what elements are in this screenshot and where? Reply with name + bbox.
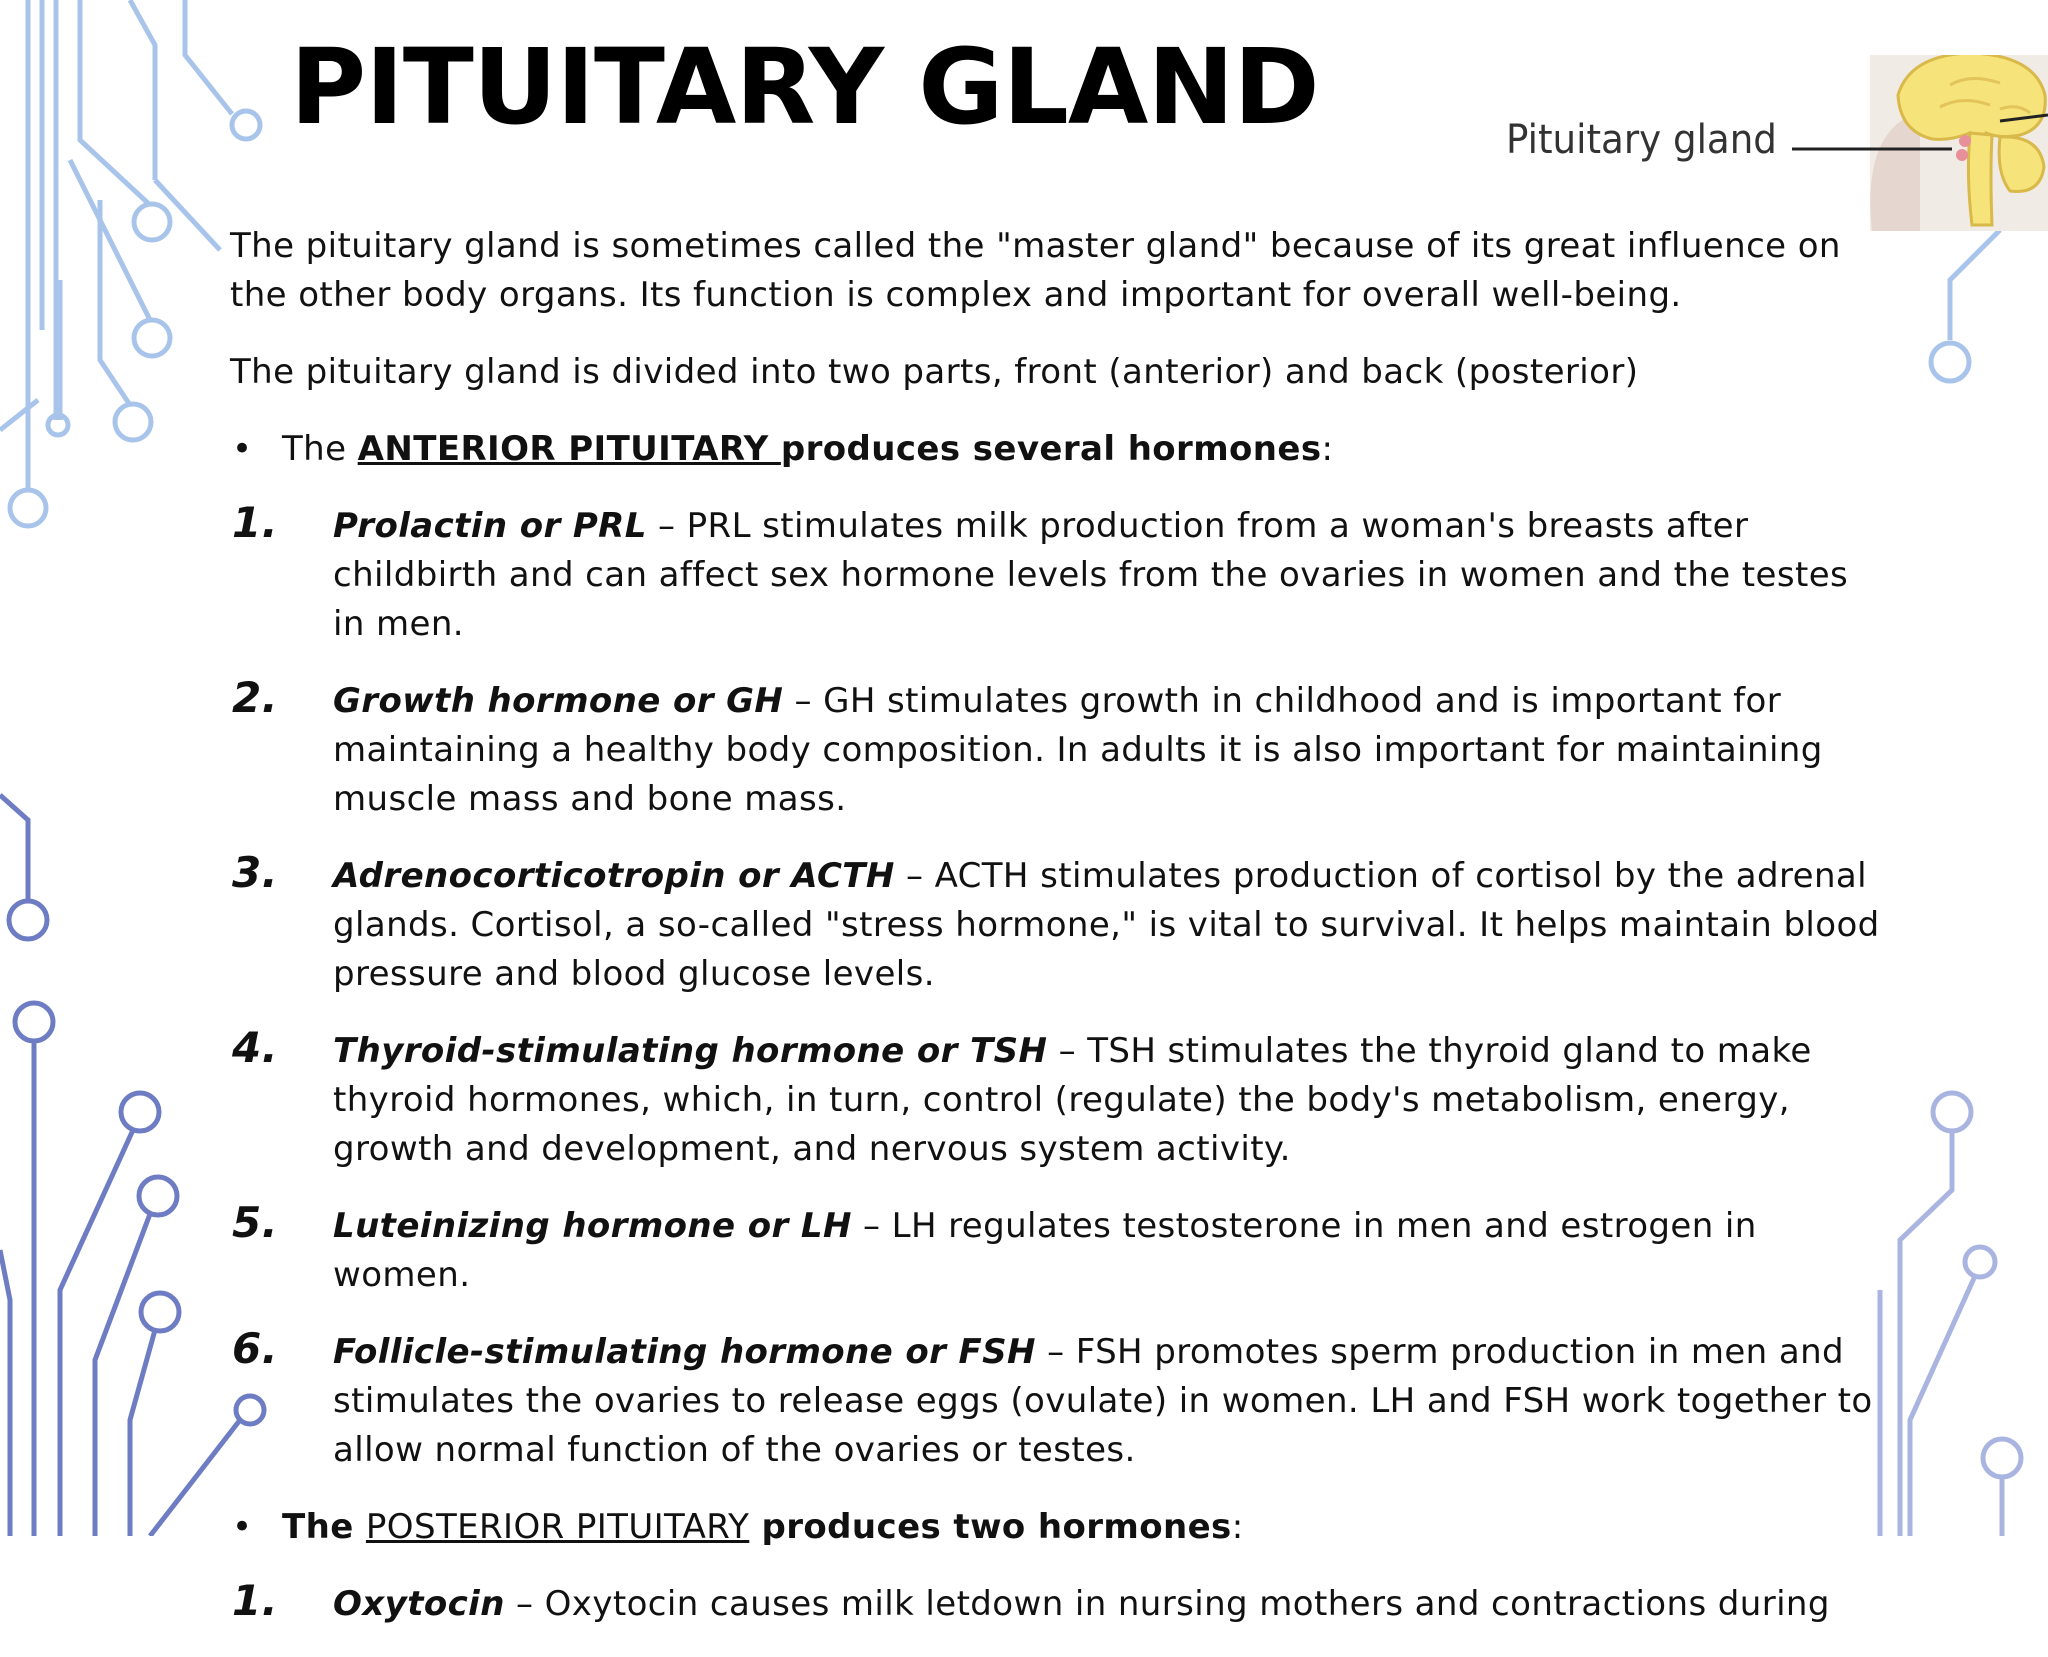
anterior-colon: : bbox=[1321, 429, 1334, 469]
intro-paragraph: The pituitary gland is sometimes called the "master gland" because of its great influence on the other body organs. Its function is complex and important for overall well-being. bbox=[230, 226, 1841, 315]
hormone-description: – Oxytocin causes milk letdown in nursing mothers and contractions during bbox=[504, 1584, 1830, 1624]
item-number: 4. bbox=[232, 1023, 278, 1072]
item-number: 2. bbox=[232, 673, 278, 722]
bullet: • bbox=[232, 1507, 253, 1547]
list-item bbox=[230, 1576, 1890, 1629]
hormone-name: Adrenocorticotropin or ACTH bbox=[333, 856, 895, 896]
posterior-section-name: POSTERIOR PITUITARY bbox=[365, 1507, 750, 1547]
posterior-suffix: produces two hormones bbox=[749, 1507, 1232, 1547]
item-number: 1. bbox=[232, 1576, 278, 1625]
posterior-prefix: The bbox=[282, 1507, 366, 1547]
item-number: 1. bbox=[232, 498, 278, 547]
posterior-colon: : bbox=[1231, 1507, 1244, 1547]
list-item bbox=[230, 1324, 1890, 1475]
division-paragraph: The pituitary gland is divided into two parts, front (anterior) and back (posterior) bbox=[230, 352, 1639, 392]
hormone-name: Oxytocin bbox=[333, 1584, 505, 1624]
hormone-description: – FSH promotes sperm production in men and stimulates the ovaries to release eggs (ovulate) in women. LH and FSH work together to allow normal function of the ovaries or testes. bbox=[333, 1332, 1873, 1470]
page-title: PITUITARY GLAND bbox=[290, 26, 1319, 148]
list-item bbox=[230, 1023, 1890, 1174]
hormone-description: – GH stimulates growth in childhood and is important for maintaining a healthy body composition. In adults it is also important for maintaining muscle mass and bone mass. bbox=[333, 681, 1823, 819]
item-number: 6. bbox=[232, 1324, 278, 1373]
list-item bbox=[230, 673, 1890, 824]
hormone-description: – ACTH stimulates production of cortisol by the adrenal glands. Cortisol, a so-called "stress hormone," is vital to survival. It helps maintain blood pressure and blood glucose levels. bbox=[333, 856, 1880, 994]
anterior-suffix: produces several hormones bbox=[780, 429, 1322, 469]
anterior-heading bbox=[230, 425, 1890, 474]
hormone-description: – PRL stimulates milk production from a woman's breasts after childbirth and can affect sex hormone levels from the ovaries in women and the testes in men. bbox=[333, 506, 1849, 644]
hormone-name: Thyroid-stimulating hormone or TSH bbox=[333, 1031, 1048, 1071]
hormone-name: Prolactin or PRL bbox=[333, 506, 647, 546]
anterior-hormone-list bbox=[230, 498, 1890, 1475]
item-number: 5. bbox=[232, 1198, 278, 1247]
list-item bbox=[230, 848, 1890, 999]
list-item bbox=[230, 498, 1890, 649]
hormone-description: – TSH stimulates the thyroid gland to make thyroid hormones, which, in turn, control (regulate) the body's metabolism, energy, growth and development, and nervous system activity. bbox=[333, 1031, 1812, 1169]
anterior-section-name: ANTERIOR PITUITARY bbox=[357, 429, 781, 469]
bullet: • bbox=[232, 429, 253, 469]
hormone-description: – LH regulates testosterone in men and estrogen in women. bbox=[333, 1206, 1757, 1295]
pituitary-figure bbox=[1500, 55, 2048, 235]
posterior-heading bbox=[230, 1503, 1890, 1552]
posterior-hormone-list bbox=[230, 1576, 1890, 1629]
item-number: 3. bbox=[232, 848, 278, 897]
hormone-name: Luteinizing hormone or LH bbox=[333, 1206, 852, 1246]
hormone-name: Growth hormone or GH bbox=[333, 681, 784, 721]
slide-content bbox=[230, 222, 1890, 1657]
anterior-prefix: The bbox=[282, 429, 358, 469]
figure-label: Pituitary gland bbox=[1506, 117, 1777, 163]
hormone-name: Follicle-stimulating hormone or FSH bbox=[333, 1332, 1036, 1372]
list-item bbox=[230, 1198, 1890, 1300]
